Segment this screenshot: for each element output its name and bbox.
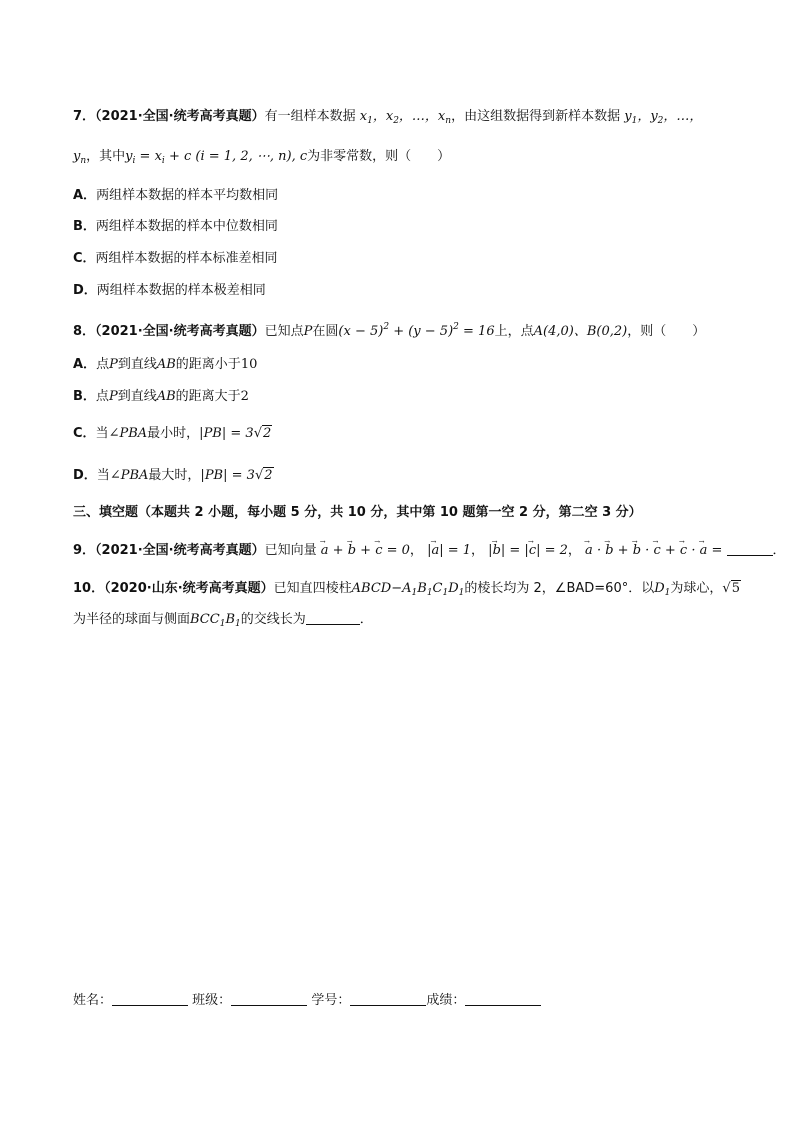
q7-option-a: [73, 187, 278, 205]
q9-text1: 已知向量: [264, 543, 317, 558]
q8-option-b-t2: 到直线: [117, 389, 157, 404]
q10-sqrt5: √5: [722, 581, 740, 596]
q10-text4: 为半径的球面与侧面: [73, 612, 191, 627]
q9-answer-blank[interactable]: [727, 543, 773, 556]
q8-option-c-pb: |PB| = 3√2: [199, 426, 272, 441]
q7-option-d-label: D．: [73, 283, 97, 298]
q8-option-c-label: C．: [73, 426, 96, 441]
footer-class-field[interactable]: [231, 993, 307, 1006]
q8-option-a-value: 10: [240, 357, 258, 372]
q10-line1: [73, 580, 741, 602]
q7-math-x-list: $x_1$，$x_2$，…，$x_n$: [359, 109, 452, 126]
q8-option-a-ab: AB: [156, 357, 176, 372]
q8-option-a-label: A．: [73, 357, 97, 372]
q8-option-a: [73, 356, 257, 374]
q9-end: ．: [772, 543, 786, 558]
q8-option-a-p: P: [109, 357, 118, 372]
q10-source: （2020·山东·统考高考真题）: [104, 581, 274, 596]
q8-option-c-angle: ∠PBA: [108, 426, 148, 441]
q8-point-p: P: [303, 324, 313, 339]
q10-end: ．: [359, 612, 373, 627]
q8-option-d-label: D．: [73, 468, 97, 483]
q10-line2: [73, 611, 373, 633]
footer-score-field[interactable]: [465, 993, 541, 1006]
q8-option-d: [73, 467, 274, 485]
q10-text5: 的交线长为: [240, 612, 306, 627]
q9-source: （2021·全国·统考高考真题）: [95, 543, 265, 558]
q8-text1: 已知点: [264, 324, 304, 339]
q8-text4: ，则（ ）: [627, 324, 706, 339]
q8-option-c: [73, 425, 272, 443]
q7-option-c-text: 两组样本数据的样本标准差相同: [95, 251, 278, 266]
q8-option-b-ab: AB: [156, 389, 176, 404]
q8-option-b-value: 2: [240, 389, 249, 404]
q8-text2: 在圆: [312, 324, 339, 339]
q8-option-a-t1: 点: [96, 357, 110, 372]
q9-line: 9．（2021·全国·统考高考真题）已知向量 → a + → b + → c = 0， |→ a| = 1， |→ b| = |→ c| = 2， → a · → b + → b · → c + → c · → a = ．: [73, 542, 786, 560]
q7-text1: 有一组样本数据: [264, 109, 356, 124]
q7-text2: ，由这组数据得到新样本数据: [451, 109, 621, 124]
q7-math-y-list: $y_1$，$y_2$，…，: [624, 109, 703, 126]
q10-text2: 的棱长均为 2，∠BAD=60°．以: [464, 581, 655, 596]
q8-option-d-angle: ∠PBA: [109, 468, 149, 483]
section3-title: 三、填空题（本题共 2 小题，每小题 5 分，共 10 分，其中第 10 题第一空 2 分，第二空 3 分）: [73, 505, 642, 520]
q8-circle-equation: $(x - 5)^2 + (y - 5)^2 = 16$: [338, 322, 495, 339]
q10-number: 10．: [73, 581, 105, 596]
q8-option-c-t2: 最小时，: [147, 426, 200, 441]
q7-option-a-text: 两组样本数据的样本平均数相同: [96, 188, 279, 203]
q8-option-b: [73, 388, 249, 406]
q8-option-d-pb: |PB| = 3√2: [200, 468, 273, 483]
student-info-footer: [73, 992, 541, 1010]
q10-prism: $ABCD-A_1B_1C_1D_1$: [351, 581, 465, 598]
q8-option-b-label: B．: [73, 389, 96, 404]
q7-option-d-text: 两组样本数据的样本极差相同: [96, 283, 266, 298]
q8-source: （2021·全国·统考高考真题）: [95, 324, 265, 339]
q8-number: 8．: [73, 324, 96, 339]
q8-option-d-t2: 最大时，: [148, 468, 201, 483]
q7-math-yn: $y_n$: [73, 149, 87, 166]
q7-option-b: [73, 218, 278, 236]
q8-option-b-t1: 点: [95, 389, 109, 404]
q8-option-a-t3: 的距离小于: [175, 357, 241, 372]
q7-line2: [73, 148, 450, 170]
q7-text4: 为非零常数，则（ ）: [307, 149, 451, 164]
q8-line1: [73, 318, 705, 341]
q7-option-c: [73, 250, 278, 268]
q8-option-b-p: P: [108, 389, 118, 404]
footer-class-label: 班级：: [192, 993, 232, 1008]
q10-text1: 已知直四棱柱: [273, 581, 352, 596]
q10-face: $BCC_1B_1$: [190, 612, 241, 629]
q9-norm-a: |→ a| = 1: [427, 543, 471, 558]
q9-vector-equation: → a + → b + → c = 0: [321, 543, 410, 558]
q7-option-b-text: 两组样本数据的样本中位数相同: [95, 219, 278, 234]
q8-points-ab: A(4,0)、B(0,2): [533, 324, 628, 339]
q8-option-d-t1: 当: [96, 468, 110, 483]
q7-number: 7．: [73, 109, 96, 124]
q7-source: （2021·全国·统考高考真题）: [95, 109, 265, 124]
q8-option-a-t2: 到直线: [117, 357, 157, 372]
q10-d1: $D_1$: [654, 581, 671, 598]
footer-score-label: 成绩：: [426, 993, 466, 1008]
footer-id-label: 学号：: [311, 993, 351, 1008]
q9-dot-sum: → a · → b + → b · → c + → c · → a =: [585, 543, 722, 558]
footer-name-field[interactable]: [112, 993, 188, 1006]
q8-option-b-t3: 的距离大于: [175, 389, 241, 404]
q9-number: 9．: [73, 543, 96, 558]
q9-norm-bc: |→ b| = |→ c| = 2: [488, 543, 568, 558]
q7-option-a-label: A．: [73, 188, 97, 203]
q8-text3: 上，点: [494, 324, 534, 339]
q7-math-relation: $y_i = x_i + c$ (i = 1, 2, ⋯, n), c: [125, 149, 308, 166]
footer-name-label: 姓名：: [73, 993, 113, 1008]
q7-option-c-label: C．: [73, 251, 96, 266]
footer-id-field[interactable]: [350, 993, 426, 1006]
q8-option-c-t1: 当: [95, 426, 109, 441]
q10-text3: 为球心，: [670, 581, 723, 596]
q7-line1: [73, 108, 702, 130]
q7-option-d: [73, 282, 266, 300]
q7-option-b-label: B．: [73, 219, 96, 234]
q10-answer-blank[interactable]: [306, 612, 360, 625]
q7-text3: ，其中: [86, 149, 126, 164]
